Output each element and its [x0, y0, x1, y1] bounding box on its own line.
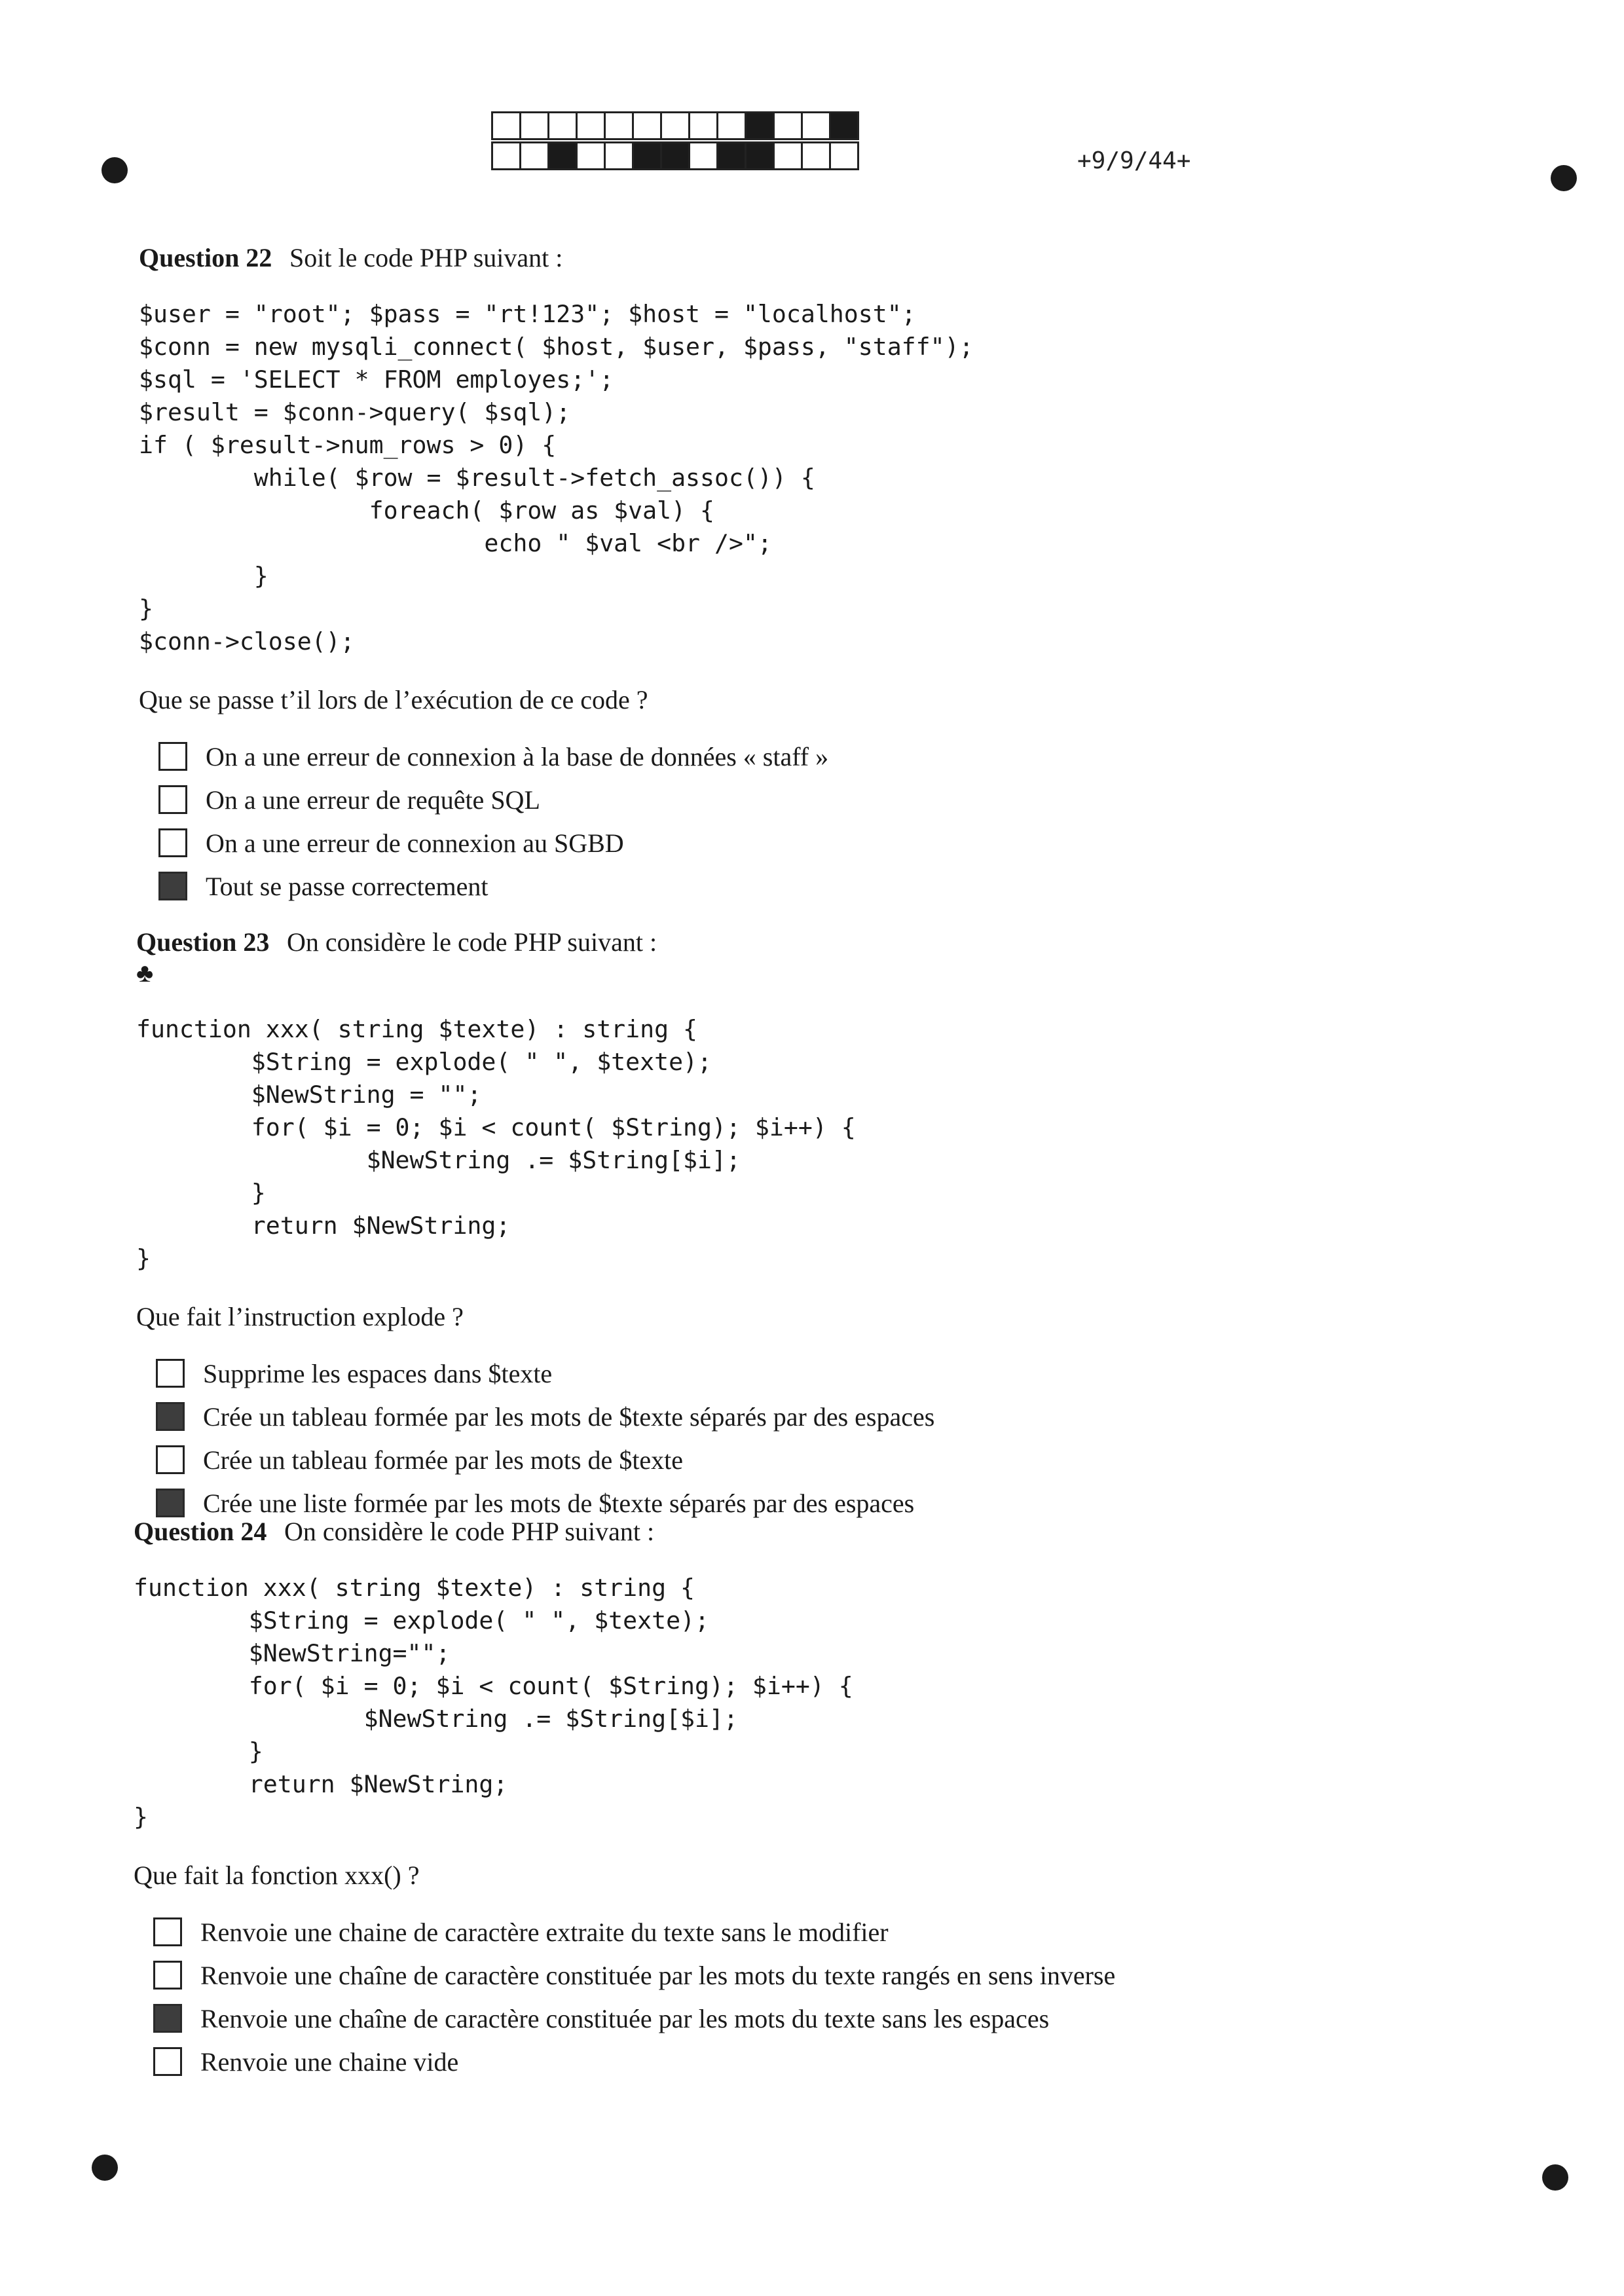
id-grid-cell	[775, 113, 803, 138]
answer-text: Renvoie une chaine vide	[200, 2046, 459, 2077]
checkbox[interactable]	[158, 742, 187, 771]
id-grid-cell	[549, 143, 578, 168]
checkbox[interactable]	[153, 2004, 182, 2033]
answer-option[interactable]	[153, 1953, 1624, 1997]
checkbox[interactable]	[153, 1961, 182, 1990]
id-grid-cell	[606, 113, 634, 138]
registration-mark	[1542, 2164, 1568, 2191]
answer-option[interactable]	[158, 864, 1624, 908]
id-grid-cell	[578, 113, 606, 138]
answer-list	[153, 1910, 1624, 2083]
id-grid-cell	[662, 113, 690, 138]
club-icon: ♣	[136, 958, 154, 988]
answer-text: Renvoie une chaine de caractère extraite du texte sans le modifier	[200, 1917, 889, 1947]
question-intro: On considère le code PHP suivant :	[287, 927, 657, 957]
question-22	[139, 242, 1624, 908]
id-grid-cell	[803, 113, 831, 138]
id-grid-cell	[803, 143, 831, 168]
question-prompt: Que se passe t’il lors de l’exécution de ce code ?	[139, 685, 648, 714]
php-code-block: function xxx( string $texte) : string { $String = explode( " ", $texte); $NewString=""; for( $i = 0; $i < count( $String); $i++) { $NewString .= $String[$i]; } return $NewString; }	[134, 1574, 853, 1831]
answer-text: Supprime les espaces dans $texte	[203, 1358, 553, 1388]
php-code-block: function xxx( string $texte) : string { $String = explode( " ", $texte); $NewString = ""; for( $i = 0; $i < count( $String); $i++) { $NewString .= $String[$i]; } return $NewString; }	[136, 1015, 856, 1272]
student-id-grid-row-2	[491, 141, 859, 170]
checkbox[interactable]	[153, 1917, 182, 1946]
question-header	[134, 1516, 1624, 1547]
id-grid-cell	[493, 143, 521, 168]
checkbox[interactable]	[153, 2047, 182, 2076]
id-grid-cell	[775, 143, 803, 168]
question-prompt: Que fait l’instruction explode ?	[136, 1302, 464, 1331]
id-grid-cell	[634, 143, 662, 168]
page-identifier: +9/9/44+	[1077, 147, 1191, 174]
question-label: Question 22	[139, 243, 272, 272]
id-grid-cell	[521, 113, 549, 138]
registration-mark	[92, 2155, 118, 2181]
question-header	[139, 242, 1624, 273]
id-grid-cell	[549, 113, 578, 138]
checkbox[interactable]	[156, 1402, 185, 1431]
answer-option[interactable]	[158, 735, 1624, 778]
checkbox[interactable]	[156, 1359, 185, 1388]
answer-option[interactable]	[153, 2040, 1624, 2083]
answer-text: On a une erreur de connexion au SGBD	[206, 828, 624, 858]
answer-text: Renvoie une chaîne de caractère constituée par les mots du texte sans les espaces	[200, 2003, 1050, 2033]
answer-option[interactable]	[156, 1395, 1624, 1438]
registration-mark	[101, 157, 128, 183]
answer-option[interactable]	[158, 821, 1624, 864]
id-grid-cell	[747, 143, 775, 168]
student-id-grid-row-1	[491, 111, 859, 140]
id-grid-cell	[578, 143, 606, 168]
id-grid-cell	[606, 143, 634, 168]
answer-option[interactable]	[153, 1910, 1624, 1953]
registration-mark	[1551, 165, 1577, 191]
id-grid-cell	[747, 113, 775, 138]
id-grid-cell	[634, 113, 662, 138]
checkbox[interactable]	[158, 828, 187, 857]
answer-option[interactable]	[156, 1352, 1624, 1395]
id-grid-cell	[690, 113, 718, 138]
id-grid-cell	[718, 113, 747, 138]
checkbox[interactable]	[158, 872, 187, 900]
answer-text: Renvoie une chaîne de caractère constituée par les mots du texte rangés en sens inverse	[200, 1960, 1116, 1990]
id-grid-cell	[493, 113, 521, 138]
answer-option[interactable]	[156, 1438, 1624, 1481]
id-grid-cell	[831, 143, 857, 168]
id-grid-cell	[662, 143, 690, 168]
answer-text: Crée un tableau formée par les mots de $texte	[203, 1445, 684, 1475]
id-grid-cell	[718, 143, 747, 168]
answer-text: Crée un tableau formée par les mots de $texte séparés par des espaces	[203, 1401, 935, 1432]
answer-list	[158, 735, 1624, 908]
answer-option[interactable]	[153, 1997, 1624, 2040]
question-label: Question 24	[134, 1517, 267, 1546]
question-header	[136, 927, 1624, 988]
question-23	[136, 927, 1624, 1525]
checkbox[interactable]	[156, 1489, 185, 1517]
answer-text: On a une erreur de connexion à la base de données « staff »	[206, 741, 829, 771]
php-code-block: $user = "root"; $pass = "rt!123"; $host = "localhost"; $conn = new mysqli_connect( $host, $user, $pass, "staff"); $sql = 'SELECT * FROM employes;'; $result = $conn->query( $sql); if ( $result->num_rows > 0) { while( $row = $result->fetch_assoc()) { foreach( $row as $val) { echo " $val <br />"; } } $conn->close();	[139, 300, 974, 656]
question-24	[134, 1516, 1624, 2083]
question-prompt: Que fait la fonction xxx() ?	[134, 1861, 420, 1890]
answer-option[interactable]	[158, 778, 1624, 821]
id-grid-cell	[690, 143, 718, 168]
answer-text: Crée une liste formée par les mots de $texte séparés par des espaces	[203, 1488, 915, 1518]
answer-list	[156, 1352, 1624, 1525]
checkbox[interactable]	[156, 1445, 185, 1474]
question-intro: Soit le code PHP suivant :	[289, 243, 563, 272]
answer-text: On a une erreur de requête SQL	[206, 785, 540, 815]
question-intro: On considère le code PHP suivant :	[284, 1517, 655, 1546]
id-grid-cell	[521, 143, 549, 168]
checkbox[interactable]	[158, 785, 187, 814]
answer-text: Tout se passe correctement	[206, 871, 489, 901]
id-grid-cell	[831, 113, 857, 138]
question-label: Question 23 ♣	[136, 927, 270, 988]
